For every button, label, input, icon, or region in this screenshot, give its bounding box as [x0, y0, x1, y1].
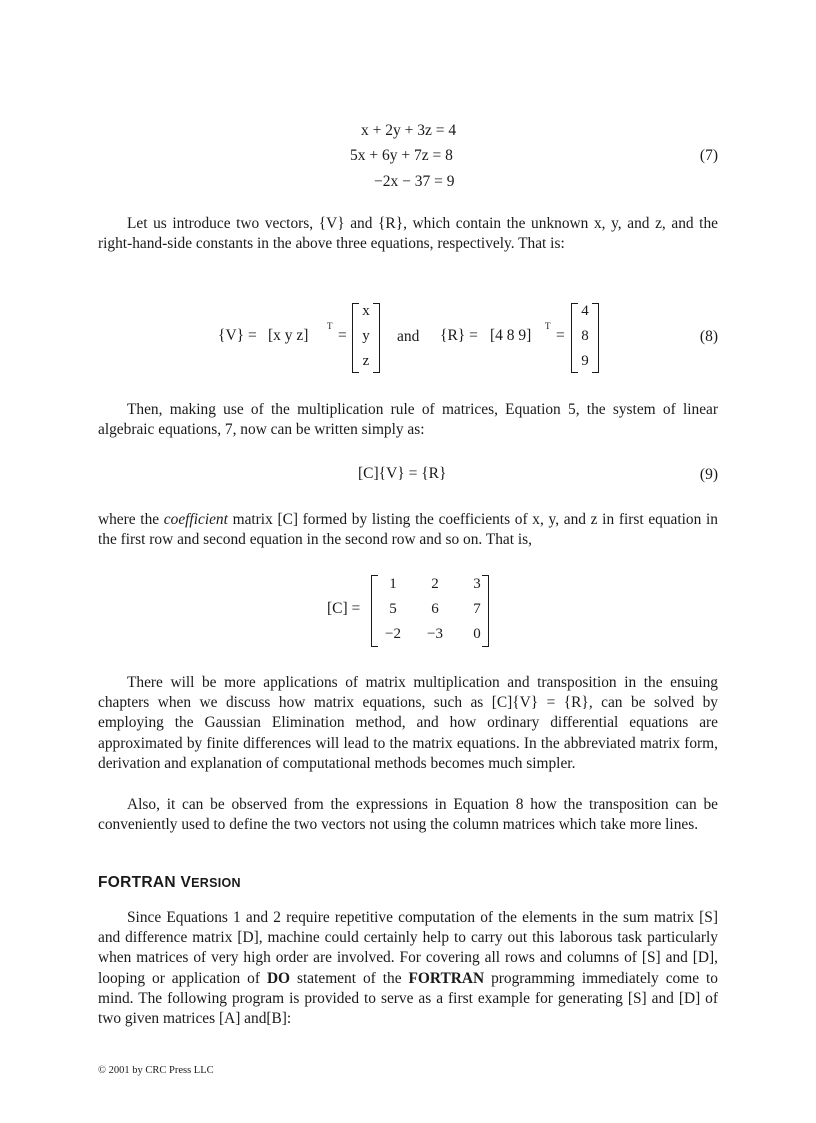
eq8-v-equals: = — [338, 327, 347, 344]
section-word2-first: V — [180, 874, 192, 891]
eq8-and: and — [397, 328, 420, 345]
para6-t3: programming immediately come to mind. The following program is provided to serve as a first example for generating [S] and [D] of two given matrices [A] and[B]: — [98, 969, 718, 1028]
para6-t1: Since Equations 1 and 2 require repetitive computation of the elements in the sum matrix [S] and difference matrix [D], machine could certainly help to carry out this laborous task particularly when matrices of very high order are involved. For covering all rows and columns of [S] and [D], looping or application of — [98, 909, 718, 987]
matrix-c-cell: 6 — [431, 601, 439, 617]
eq8-v-col-2: z — [362, 353, 370, 369]
eq8-v-row: [x y z] — [268, 327, 309, 344]
eq8-v-col-1: y — [362, 328, 370, 344]
eq8-r-col-2: 9 — [581, 353, 589, 369]
matrix-c-cell: −2 — [385, 626, 401, 642]
matrix-c-cell: 5 — [389, 601, 397, 617]
paragraph-applications: There will be more applications of matrix multiplication and transposition in the ensuing chapters when we discuss how matrix equations, such as [C]{V} = {R}, can be solved by employing the Gaussian Elimination method, and how ordinary differential equations are approximated by finite differences will lead to the matrix equations. In the abbreviated matrix form, derivation and explanation of computational methods becomes much simpler. — [98, 674, 718, 772]
matrix-c-left-bracket — [371, 575, 378, 647]
matrix-c-cell: 0 — [473, 626, 481, 642]
eq9-expression: [C]{V} = {R} — [358, 465, 447, 482]
paragraph-vectors-intro: Let us introduce two vectors, {V} and {R}, which contain the unknown x, y, and z, and the right-hand-side constants in the above three equations, respectively. That is: — [98, 215, 718, 253]
eq8-r-sup-t: T — [545, 321, 551, 331]
matrix-c-cell: 2 — [431, 576, 439, 592]
para3-post: matrix [C] formed by listing the coefficients of x, y, and z in first equation in the first row and second equation in the second row and so on. That is, — [98, 511, 718, 549]
paragraph-transposition: Also, it can be observed from the expressions in Equation 8 how the transposition can be conveniently used to define the two vectors not using the column matrices which take more lines. — [98, 796, 718, 834]
eq8-v-col-right-bracket — [373, 303, 380, 373]
eq7-line1: x + 2y + 3z = 4 — [361, 122, 457, 139]
paragraph-multiplication-rule: Then, making use of the multiplication rule of matrices, Equation 5, the system of linear algebraic equations, 7, now can be written simply as: — [98, 401, 718, 439]
copyright-footer: © 2001 by CRC Press LLC — [98, 1065, 214, 1076]
eq7-line3: −2x − 37 = 9 — [374, 173, 455, 190]
para6-t2: statement of the — [290, 969, 409, 987]
eq8-r-col-1: 8 — [581, 328, 589, 344]
eq8-r-lhs: {R} = — [440, 327, 478, 344]
matrix-c-cell: −3 — [427, 626, 443, 642]
matrix-c-cell: 7 — [473, 601, 481, 617]
eq8-number: (8) — [699, 328, 718, 345]
para6-do-keyword: DO — [266, 969, 291, 987]
eq8-r-equals: = — [556, 327, 565, 344]
para3-pre: where the — [98, 511, 164, 528]
paragraph-fortran-program — [98, 908, 718, 1029]
section-word1: FORTRAN — [98, 874, 181, 891]
para3-italic: coefficient — [163, 511, 228, 528]
matrix-c-cell: 1 — [389, 576, 397, 592]
eq7-line2: 5x + 6y + 7z = 8 — [350, 147, 453, 164]
eq8-r-col-right-bracket — [592, 303, 599, 373]
matrix-c-cell: 3 — [473, 576, 481, 592]
section-heading — [98, 874, 241, 892]
matrix-c-right-bracket — [482, 575, 489, 647]
eq8-v-lhs: {V} = — [218, 327, 257, 344]
eq8-r-row: [4 8 9] — [490, 327, 532, 344]
eq7-number: (7) — [699, 147, 718, 164]
paragraph-coefficient-matrix — [98, 510, 718, 550]
eq9-number: (9) — [699, 466, 718, 483]
eq8-v-sup-t: T — [327, 321, 333, 331]
eq8-r-col-0: 4 — [581, 303, 589, 319]
para6-fortran-keyword: FORTRAN — [408, 969, 485, 987]
section-word2-rest: ERSION — [191, 876, 241, 890]
matrix-c-lhs: [C] = — [327, 600, 361, 617]
eq8-v-col-0: x — [362, 303, 370, 319]
